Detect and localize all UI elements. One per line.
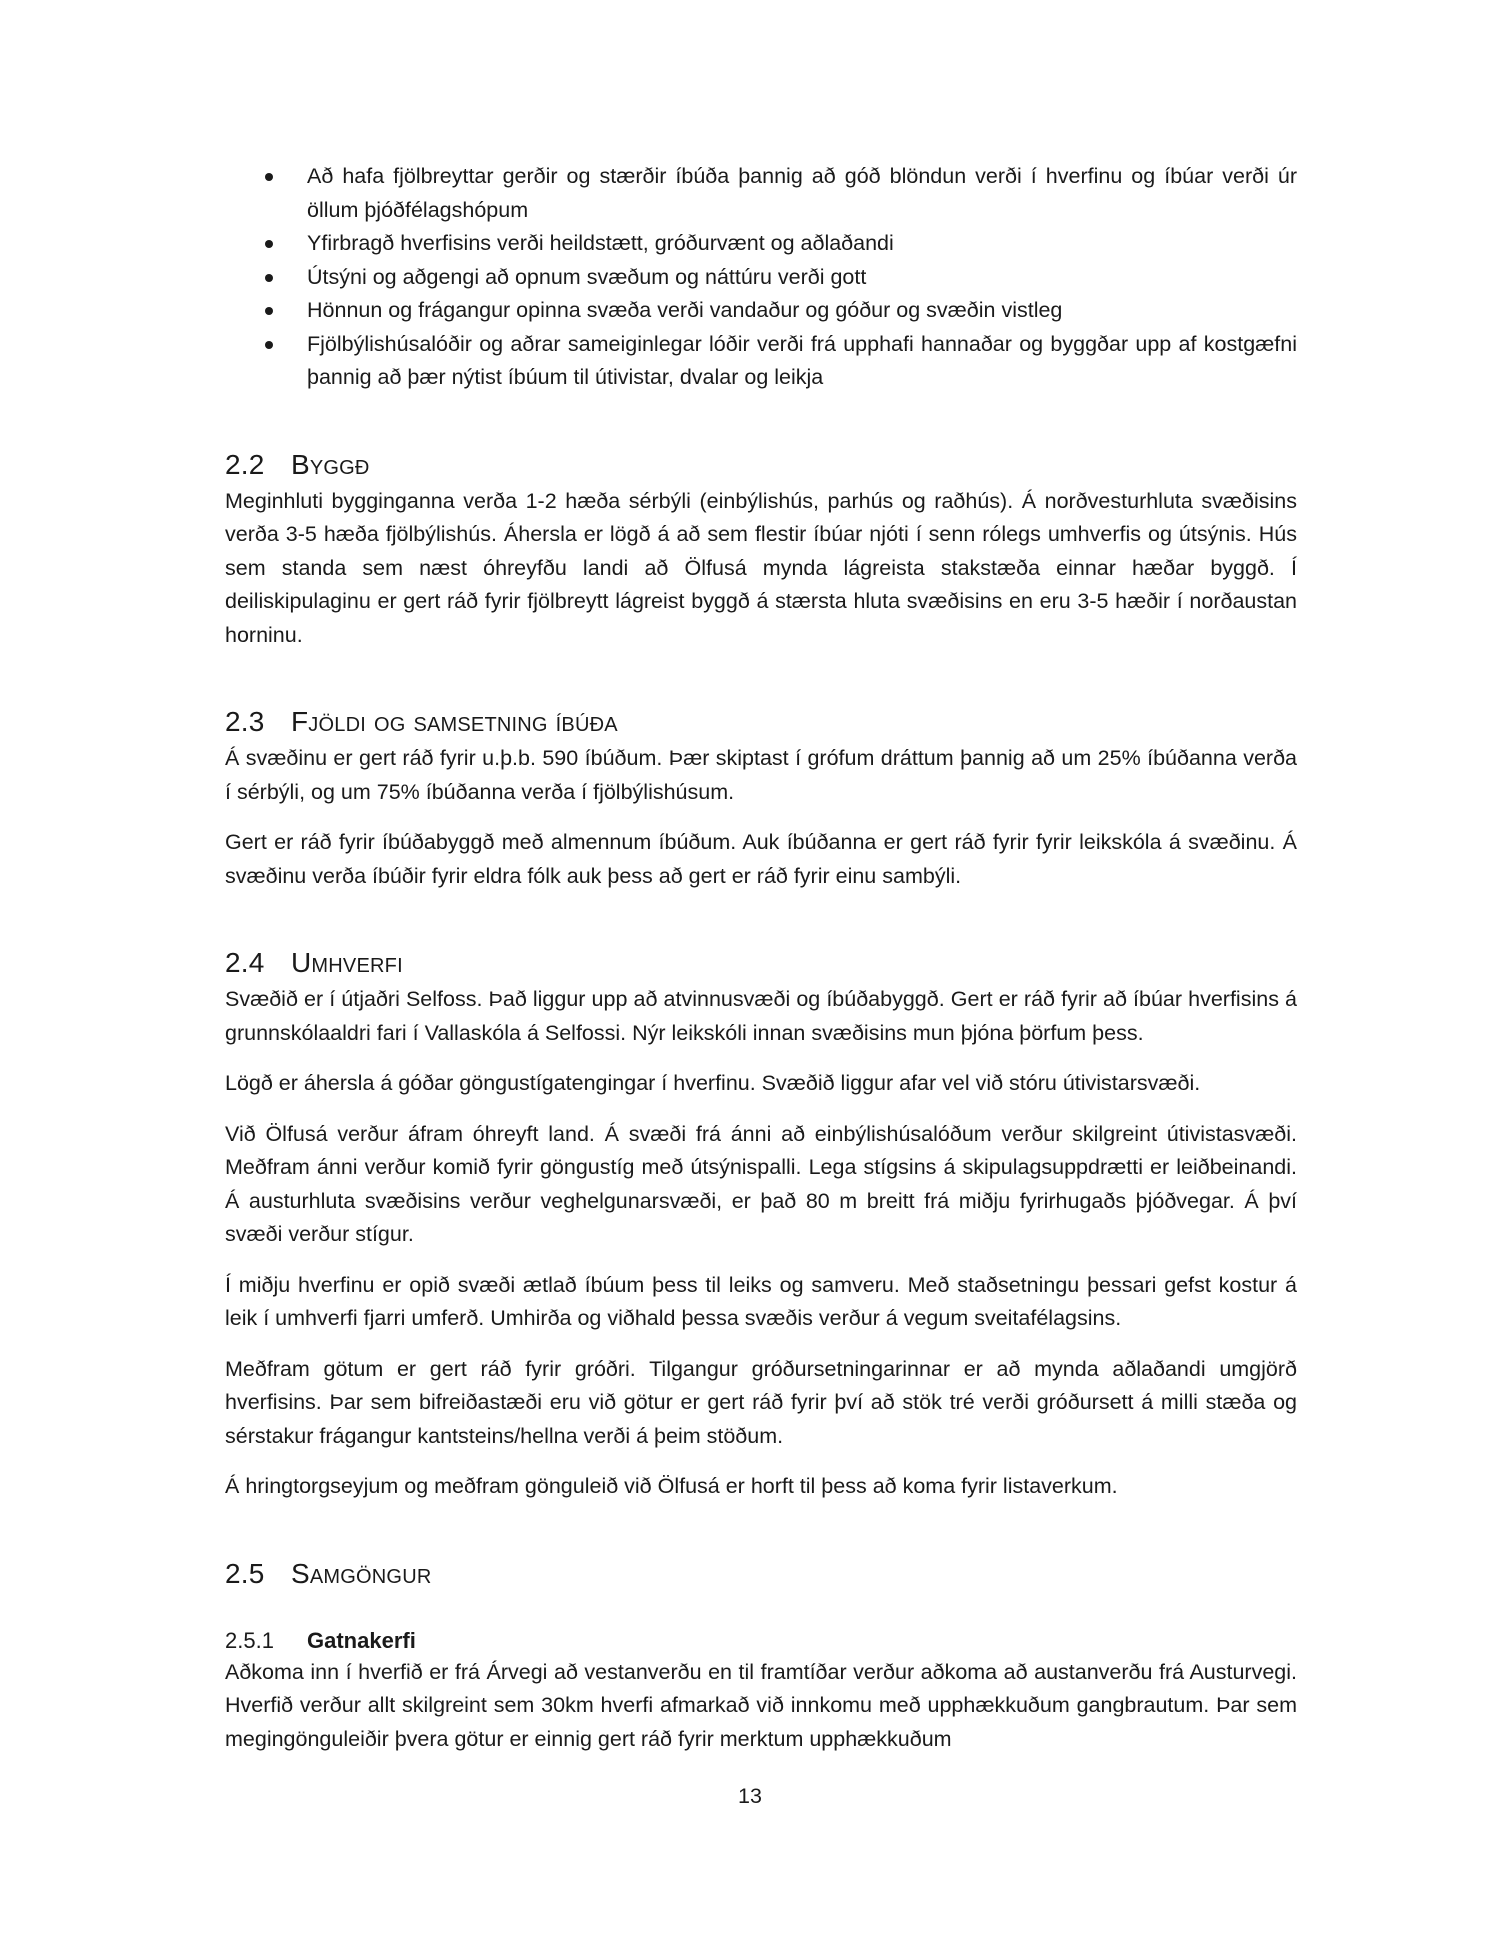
document-page [225,160,1297,1773]
section-title: Byggð [291,448,370,480]
paragraph: Á svæðinu er gert ráð fyrir u.þ.b. 590 íbúðum. Þær skiptast í grófum dráttum þannig að um 25% íbúðanna verða í sérbýli, og um 75% íbúðanna verða í fjölbýlishúsum. [225,746,1297,804]
section-number: 2.4 [225,947,265,978]
paragraph: Svæðið er í útjaðri Selfoss. Það liggur upp að atvinnusvæði og íbúðabyggð. Gert er ráð fyrir að íbúar hverfisins á grunnskólaaldri fari í Vallaskóla á Selfossi. Nýr leikskóli innan svæðisins mun þjóna þörfum þess. [225,987,1297,1045]
section-heading-byggd [225,447,1297,483]
section-heading-fjoldi [225,704,1297,740]
subsection-number: 2.5.1 [225,1627,274,1653]
paragraph: Lögð er áhersla á góðar göngustígatengingar í hverfinu. Svæðið liggur afar vel við stóru útivistarsvæði. [225,1071,1201,1095]
list-item: Fjölbýlishúsalóðir og aðrar sameiginlegar lóðir verði frá upphafi hannaðar og byggðar upp af kostgæfni þannig að þær nýtist íbúum til útivistar, dvalar og leikja [225,328,1297,395]
section-title: Samgöngur [291,1557,432,1589]
subsection-title: Gatnakerfi [307,1627,416,1653]
paragraph: Við Ölfusá verður áfram óhreyft land. Á svæði frá ánni að einbýlishúsalóðum verður skilgreint útivistasvæði. Meðfram ánni verður komið fyrir göngustíg með útsýnispalli. Lega stígsins á skipulagsuppdrætti er leiðbeinandi. Á austurhluta svæðisins verður veghelgunarsvæði, er það 80 m breitt frá miðju fyrirhugaðs þjóðvegar. Á því svæði verður stígur. [225,1121,1297,1246]
section-number: 2.5 [225,1557,265,1589]
list-item: Yfirbragð hverfisins verði heildstætt, gróðurvænt og aðlaðandi [225,227,1297,261]
section-heading-samgongur [225,1556,1297,1592]
paragraph: Meginhluti bygginganna verða 1-2 hæða sérbýli (einbýlishús, parhús og raðhús). Á norðvesturhluta svæðisins verða 3-5 hæða fjölbýlishús. Áhersla er lögð á að sem flestir íbúar njóti í senn rólegs umhverfis og útsýnis. Hús sem standa sem næst óhreyfðu landi að Ölfusá mynda lágreista stakstæða einnar hæðar byggð. Í deiliskipulaginu er gert ráð fyrir fjölbreytt lágreist byggð á stærsta hluta svæðisins en eru 3-5 hæðir í norðaustan horninu. [225,488,1297,647]
paragraph: Á hringtorgseyjum og meðfram gönguleið við Ölfusá er horft til þess að koma fyrir listaverkum. [225,1474,1118,1498]
section-title: Umhverfi [291,947,403,978]
subsection-heading-gatnakerfi [225,1626,1297,1656]
paragraph: Gert er ráð fyrir íbúðabyggð með almennum íbúðum. Auk íbúðanna er gert ráð fyrir fyrir leikskóla á svæðinu. Á svæðinu verða íbúðir fyrir eldra fólk auk þess að gert er ráð fyrir einu sambýli. [225,830,1297,888]
paragraph: Í miðju hverfinu er opið svæði ætlað íbúum þess til leiks og samveru. Með staðsetningu þessari gefst kostur á leik í umhverfi fjarri umferð. Umhirða og viðhald þessa svæðis verður á vegum sveitafélagsins. [225,1272,1297,1330]
section-title: Fjöldi og samsetning íbúða [291,706,618,737]
paragraph: Aðkoma inn í hverfið er frá Árvegi að vestanverðu en til framtíðar verður aðkoma að austanverðu frá Austurvegi. Hverfið verður allt skilgreint sem 30km hverfi afmarkað við innkomu með upphækkuðum gangbrautum. Þar sem megingönguleiðir þvera götur er einnig gert ráð fyrir merktum upphækkuðum [225,1659,1297,1751]
list-item: Útsýni og aðgengi að opnum svæðum og náttúru verði gott [225,261,1297,295]
list-item: Hönnun og frágangur opinna svæða verði vandaður og góður og svæðin vistleg [225,294,1297,328]
paragraph: Meðfram götum er gert ráð fyrir gróðri. Tilgangur gróðursetningarinnar er að mynda aðlaðandi umgjörð hverfisins. Þar sem bifreiðastæði eru við götur er gert ráð fyrir því að stök tré verði gróðursett á milli stæða og sérstakur frágangur kantsteins/hellna verði á þeim stöðum. [225,1356,1297,1448]
section-number: 2.2 [225,448,265,480]
page-number: 13 [738,1784,762,1808]
list-item: Að hafa fjölbreyttar gerðir og stærðir íbúða þannig að góð blöndun verði í hverfinu og íbúar verði úr öllum þjóðfélagshópum [225,160,1297,227]
goals-list [225,160,1297,395]
section-heading-umhverfi [225,945,1297,981]
section-number: 2.3 [225,706,265,737]
